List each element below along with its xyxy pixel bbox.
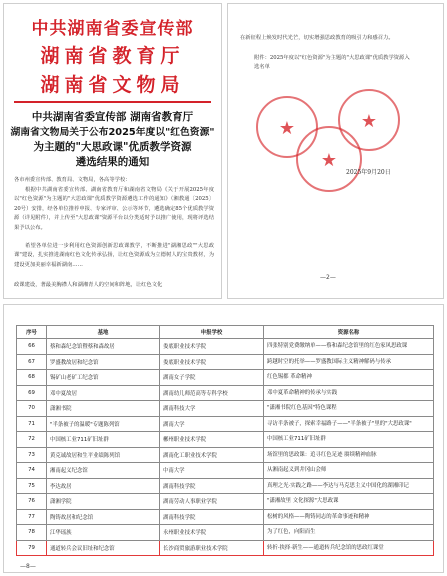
cell-base: 李达故居 [47,478,160,494]
cell-school: 湖南劳动人事职业学院 [160,494,264,510]
cell-school: 湖南幼儿师范高等专科学校 [160,385,264,401]
table-row [17,385,434,401]
cell-school: 湖南科技大学 [160,401,264,417]
cell-index: 73 [17,447,47,463]
attachment-table-page [3,304,444,573]
page-number: —2— [320,274,336,281]
cell-base: 湘南起义纪念馆 [47,463,160,479]
issuer-header-1: 中共湖南省委宣传部 [31,19,194,39]
table-row [17,494,434,510]
notice-page-2 [227,3,444,299]
salutation: 各市州委宣传部、教育局、文物局，各高等学校： [14,177,131,183]
cell-base: 罗盛教故居和纪念馆 [47,354,160,370]
cell-base: 黄克诚故居和生平业绩陈列馆 [47,447,160,463]
issuer-header-2: 湖南省教育厅 [40,45,185,67]
table-row [17,401,434,417]
cell-base: 蔡和森纪念馆暨蔡和森故居 [47,339,160,355]
cell-school: 郴州职业技术学院 [160,432,264,448]
body-paragraph-2: 希望各单位进一步利用红色资源创新思政课教学，不断推进"湖湘思政""大思政课"建设，扎实推进湖南红色文化传承弘扬，让红色资源成为立德树人的宝贵教材，为建设更加美丽幸福新湖南…… [14,243,214,268]
cell-school: 湖南女子学院 [160,370,264,386]
cell-base: 潇湘学院 [47,494,160,510]
cell-school: 长沙商贸旅游职业技术学院 [160,540,264,556]
resource-table [16,325,434,556]
table-row [17,354,434,370]
table-row [17,339,434,355]
body-paragraph-1: 根据中共湖南省委宣传部、湖南省教育厅和湖南省文物局《关于开展2025年度以"红色资源"为主题的"大思政课"优质教学资源遴选工作的通知》（湘教通〔2025〕20号）安排，经各单位推荐申报、专家评审、公示等环节，遴选确定85个优质教学资源（详见附件），并上传至"大思政课"资源平台以分类适时予以推广使用，现将评选结果予以公布。 [14,187,214,231]
cell-index: 75 [17,478,47,494]
cell-base: 中国核工业711矿旧址群 [47,432,160,448]
cell-index: 74 [17,463,47,479]
table-row [17,416,434,432]
table-row [17,447,434,463]
cell-resource: 中国核工业711矿旧址群 [264,432,434,448]
cell-school: 永州职业技术学院 [160,525,264,541]
cell-index: 79 [17,540,47,556]
cell-school: 湖南化工职业技术学院 [160,447,264,463]
header-base: 基地 [47,326,160,339]
notice-title-line-1: 中共湖南省委宣传部 湖南省教育厅 [31,111,194,123]
cell-index: 67 [17,354,47,370]
cell-base: "半条被子的温暖"专题陈列馆 [47,416,160,432]
header-resource: 资源名称 [264,326,434,339]
cell-resource: 邓中夏革命精神的传承与实践 [264,385,434,401]
table-row [17,432,434,448]
cell-index: 68 [17,370,47,386]
cell-resource: 红色锡都 革命精神 [264,370,434,386]
header-index: 序号 [17,326,47,339]
cell-resource: 场馆里的思政课：追寻红色足迹 赓续精神血脉 [264,447,434,463]
cell-index: 78 [17,525,47,541]
cell-resource: 跨越时空的托举——罗盛教国际主义精神解码与传承 [264,354,434,370]
issue-date: 2025年9月20日 [346,169,391,176]
red-rule [14,101,211,103]
cell-school: 中南大学 [160,463,264,479]
cell-base: 锡矿山老矿工纪念馆 [47,370,160,386]
page-number: —8— [20,563,36,570]
cell-school: 娄底职业技术学院 [160,354,264,370]
table-row [17,540,434,556]
cell-index: 76 [17,494,47,510]
cell-index: 69 [17,385,47,401]
cell-school: 湖南大学 [160,416,264,432]
cell-school: 湖南科技学院 [160,509,264,525]
cell-index: 66 [17,339,47,355]
header-school: 申报学校 [160,326,264,339]
cell-resource: "潇湘书院红色基因"特色课程 [264,401,434,417]
notice-title-line-2: 湖南省文物局关于公布2025年度以"红色资源" [10,127,215,138]
table-row [17,370,434,386]
cell-resource: 松树的风格——陶铸同志的革命事迹和精神 [264,509,434,525]
cell-resource: 四张特别党费缴纳单——蔡和森纪念馆里的红色家风思政课 [264,339,434,355]
cell-resource: "潇湘故里 文化探源"大思政课 [264,494,434,510]
cell-base: 潇湘书院 [47,401,160,417]
cell-resource: 转折·抉择·新生——通道转兵纪念馆的思政红课堂 [264,540,434,556]
cell-index: 72 [17,432,47,448]
cell-school: 湖南科技学院 [160,478,264,494]
cell-index: 70 [17,401,47,417]
star-icon: ★ [278,118,296,139]
cell-base: 江华瑶族 [47,525,160,541]
cell-school: 娄底职业技术学院 [160,339,264,355]
notice-page-1 [3,3,222,299]
cell-resource: 真理之光·实践之路——李达与马克思主义中国化的湖湘印记 [264,478,434,494]
star-icon: ★ [360,111,378,132]
table-row [17,478,434,494]
closing-line: 在新征程上焕发时代光芒，切实增强思政教育的吸引力和感召力。 [240,35,394,41]
truncated-line: 政课建设，著最美胸襟人和湖湘青人的空间和阵地，让红色文化 [14,282,163,288]
table-row [17,463,434,479]
cell-base: 邓中夏故居 [47,385,160,401]
table-row [17,525,434,541]
issuer-header-3: 湖南省文物局 [40,74,185,96]
cell-resource: 为了红色，向阳而生 [264,525,434,541]
star-icon: ★ [320,150,338,171]
official-seal-3 [296,126,362,192]
cell-index: 71 [17,416,47,432]
table-header-row [17,326,434,339]
table-body [17,339,434,556]
cell-base: 通道转兵会议旧址和纪念馆 [47,540,160,556]
cell-index: 77 [17,509,47,525]
notice-title-line-3: 为主题的"大思政课"优质教学资源 [33,141,192,153]
attachment-note: 附件：2025年度以"红色资源"为主题的"大思政课"优质教学资源入选名单 [254,55,410,71]
cell-resource: 从湘南起义到井冈山会师 [264,463,434,479]
cell-base: 陶铸故居和纪念馆 [47,509,160,525]
notice-title-line-4: 遴选结果的通知 [75,156,150,168]
cell-resource: 寻访半条被子，探索幸福路子——"半条被子"里的"大思政课" [264,416,434,432]
table-row [17,509,434,525]
